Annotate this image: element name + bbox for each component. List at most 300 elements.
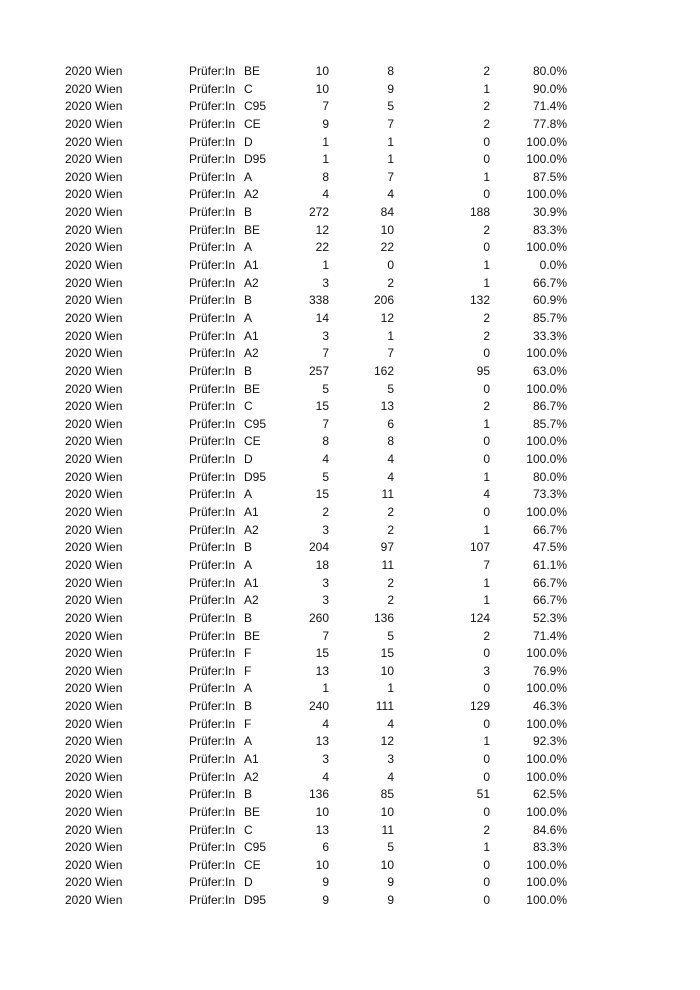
cell-pass-rate: 100.0%	[526, 857, 567, 872]
cell-license-class: A	[244, 487, 253, 502]
cell-pass-rate: 100.0%	[526, 505, 567, 520]
cell-fail-count: 2	[483, 64, 490, 78]
cell-fail-count: 0	[483, 434, 490, 449]
cell-license-class: B	[244, 699, 253, 714]
cell-examiner-role: Prüfer:In	[189, 222, 236, 237]
table-row	[0, 628, 700, 646]
cell-examiner-role: Prüfer:In	[189, 610, 236, 625]
cell-fail-count: 4	[483, 487, 490, 502]
cell-pass-rate: 80.0%	[532, 64, 567, 78]
cell-license-class: BE	[244, 804, 261, 819]
cell-pass-count: 4	[387, 716, 394, 731]
cell-fail-count: 2	[483, 328, 490, 343]
cell-license-class: B	[244, 205, 253, 220]
cell-pass-rate: 66.7%	[532, 522, 567, 537]
cell-pass-count: 5	[387, 840, 394, 855]
cell-year-location: 2020 Wien	[65, 681, 123, 696]
cell-pass-count: 84	[380, 205, 394, 220]
cell-fail-count: 132	[469, 293, 490, 308]
cell-examiner-role: Prüfer:In	[189, 381, 236, 396]
cell-total-count: 15	[315, 399, 329, 414]
cell-license-class: BE	[244, 222, 261, 237]
cell-pass-rate: 100.0%	[526, 875, 567, 890]
cell-examiner-role: Prüfer:In	[189, 857, 236, 872]
cell-fail-count: 0	[483, 452, 490, 467]
cell-license-class: C95	[244, 99, 267, 114]
cell-license-class: BE	[244, 628, 261, 643]
cell-fail-count: 0	[483, 505, 490, 520]
cell-examiner-role: Prüfer:In	[189, 310, 236, 325]
cell-year-location: 2020 Wien	[65, 99, 123, 114]
cell-year-location: 2020 Wien	[65, 822, 123, 837]
cell-year-location: 2020 Wien	[65, 116, 123, 131]
table-row	[0, 275, 700, 293]
cell-examiner-role: Prüfer:In	[189, 487, 236, 502]
cell-license-class: F	[244, 663, 252, 678]
cell-pass-count: 5	[387, 99, 394, 114]
cell-pass-rate: 60.9%	[532, 293, 567, 308]
cell-examiner-role: Prüfer:In	[189, 787, 236, 802]
table-row	[0, 186, 700, 204]
table-row	[0, 645, 700, 663]
cell-year-location: 2020 Wien	[65, 522, 123, 537]
cell-pass-count: 7	[387, 346, 394, 361]
cell-examiner-role: Prüfer:In	[189, 99, 236, 114]
table-row	[0, 698, 700, 716]
cell-pass-count: 2	[387, 575, 394, 590]
cell-fail-count: 7	[483, 557, 490, 572]
cell-total-count: 10	[315, 804, 329, 819]
cell-pass-rate: 87.5%	[532, 169, 567, 184]
cell-pass-rate: 46.3%	[532, 699, 567, 714]
cell-license-class: B	[244, 787, 253, 802]
cell-fail-count: 129	[469, 699, 490, 714]
cell-year-location: 2020 Wien	[65, 840, 123, 855]
cell-pass-rate: 100.0%	[526, 346, 567, 361]
cell-fail-count: 0	[483, 769, 490, 784]
cell-fail-count: 0	[483, 346, 490, 361]
cell-total-count: 4	[322, 187, 329, 202]
cell-pass-count: 11	[381, 822, 394, 837]
cell-pass-count: 10	[380, 804, 394, 819]
cell-pass-count: 85	[380, 787, 394, 802]
cell-pass-count: 12	[380, 310, 394, 325]
table-row	[0, 292, 700, 310]
data-table	[0, 63, 700, 910]
cell-examiner-role: Prüfer:In	[189, 452, 236, 467]
cell-fail-count: 1	[483, 275, 490, 290]
cell-pass-rate: 100.0%	[526, 751, 567, 766]
cell-license-class: A	[244, 681, 253, 696]
table-row	[0, 539, 700, 557]
cell-examiner-role: Prüfer:In	[189, 258, 236, 273]
cell-license-class: A2	[244, 187, 259, 202]
cell-fail-count: 1	[483, 416, 490, 431]
cell-pass-rate: 71.4%	[532, 628, 567, 643]
cell-total-count: 3	[322, 522, 329, 537]
cell-examiner-role: Prüfer:In	[189, 540, 236, 555]
cell-license-class: F	[244, 646, 252, 661]
cell-total-count: 204	[308, 540, 329, 555]
cell-examiner-role: Prüfer:In	[189, 363, 236, 378]
cell-pass-count: 22	[380, 240, 394, 255]
cell-year-location: 2020 Wien	[65, 751, 123, 766]
cell-examiner-role: Prüfer:In	[189, 240, 236, 255]
cell-fail-count: 2	[483, 116, 490, 131]
cell-examiner-role: Prüfer:In	[189, 875, 236, 890]
cell-fail-count: 95	[476, 363, 490, 378]
cell-license-class: D95	[244, 893, 267, 908]
cell-year-location: 2020 Wien	[65, 575, 123, 590]
cell-pass-count: 4	[387, 469, 394, 484]
cell-pass-count: 10	[380, 857, 394, 872]
cell-pass-count: 5	[387, 381, 394, 396]
cell-fail-count: 1	[483, 593, 490, 608]
cell-fail-count: 0	[483, 751, 490, 766]
table-row	[0, 575, 700, 593]
cell-year-location: 2020 Wien	[65, 310, 123, 325]
cell-pass-rate: 83.3%	[532, 222, 567, 237]
cell-pass-count: 11	[381, 487, 394, 502]
table-row	[0, 451, 700, 469]
cell-total-count: 5	[322, 469, 329, 484]
cell-pass-count: 162	[373, 363, 394, 378]
table-row	[0, 63, 700, 81]
cell-license-class: C95	[244, 416, 267, 431]
cell-total-count: 13	[315, 822, 329, 837]
cell-examiner-role: Prüfer:In	[189, 663, 236, 678]
cell-total-count: 10	[315, 64, 329, 78]
cell-pass-rate: 85.7%	[532, 310, 567, 325]
cell-year-location: 2020 Wien	[65, 381, 123, 396]
cell-examiner-role: Prüfer:In	[189, 628, 236, 643]
table-row	[0, 716, 700, 734]
table-row	[0, 892, 700, 910]
cell-pass-count: 4	[387, 187, 394, 202]
cell-year-location: 2020 Wien	[65, 875, 123, 890]
cell-examiner-role: Prüfer:In	[189, 328, 236, 343]
cell-examiner-role: Prüfer:In	[189, 81, 236, 96]
table-row	[0, 151, 700, 169]
cell-year-location: 2020 Wien	[65, 469, 123, 484]
cell-license-class: A2	[244, 769, 259, 784]
cell-examiner-role: Prüfer:In	[189, 716, 236, 731]
cell-total-count: 3	[322, 575, 329, 590]
cell-year-location: 2020 Wien	[65, 399, 123, 414]
table-row	[0, 751, 700, 769]
cell-license-class: B	[244, 540, 253, 555]
cell-year-location: 2020 Wien	[65, 857, 123, 872]
cell-total-count: 3	[322, 328, 329, 343]
cell-year-location: 2020 Wien	[65, 258, 123, 273]
cell-examiner-role: Prüfer:In	[189, 152, 236, 167]
cell-fail-count: 1	[483, 469, 490, 484]
cell-fail-count: 0	[483, 681, 490, 696]
cell-total-count: 18	[315, 557, 329, 572]
cell-license-class: CE	[244, 116, 261, 131]
cell-pass-rate: 66.7%	[532, 593, 567, 608]
cell-fail-count: 1	[483, 169, 490, 184]
cell-year-location: 2020 Wien	[65, 434, 123, 449]
cell-fail-count: 0	[483, 646, 490, 661]
cell-license-class: A2	[244, 522, 259, 537]
cell-total-count: 3	[322, 751, 329, 766]
cell-total-count: 12	[315, 222, 329, 237]
cell-pass-count: 5	[387, 628, 394, 643]
cell-fail-count: 1	[483, 522, 490, 537]
table-row	[0, 469, 700, 487]
cell-year-location: 2020 Wien	[65, 699, 123, 714]
cell-pass-count: 1	[387, 152, 394, 167]
cell-year-location: 2020 Wien	[65, 734, 123, 749]
cell-fail-count: 2	[483, 99, 490, 114]
cell-pass-rate: 33.3%	[532, 328, 567, 343]
cell-pass-count: 1	[387, 681, 394, 696]
cell-license-class: A1	[244, 575, 259, 590]
cell-year-location: 2020 Wien	[65, 416, 123, 431]
cell-pass-count: 8	[387, 64, 394, 78]
cell-examiner-role: Prüfer:In	[189, 522, 236, 537]
cell-license-class: BE	[244, 64, 261, 78]
cell-fail-count: 0	[483, 187, 490, 202]
cell-fail-count: 2	[483, 822, 490, 837]
table-row	[0, 416, 700, 434]
table-row	[0, 874, 700, 892]
cell-license-class: C	[244, 81, 253, 96]
cell-pass-rate: 62.5%	[532, 787, 567, 802]
cell-pass-rate: 85.7%	[532, 416, 567, 431]
cell-pass-rate: 66.7%	[532, 575, 567, 590]
table-row	[0, 204, 700, 222]
table-row	[0, 733, 700, 751]
cell-license-class: CE	[244, 434, 261, 449]
cell-pass-count: 13	[380, 399, 394, 414]
cell-license-class: F	[244, 716, 252, 731]
cell-pass-rate: 71.4%	[532, 99, 567, 114]
cell-pass-rate: 47.5%	[532, 540, 567, 555]
cell-license-class: A2	[244, 593, 259, 608]
cell-total-count: 7	[322, 628, 329, 643]
cell-fail-count: 2	[483, 399, 490, 414]
cell-pass-count: 1	[387, 134, 394, 149]
cell-pass-rate: 100.0%	[526, 187, 567, 202]
cell-total-count: 1	[322, 134, 329, 149]
cell-pass-rate: 66.7%	[532, 275, 567, 290]
cell-fail-count: 2	[483, 222, 490, 237]
table-row	[0, 557, 700, 575]
cell-total-count: 10	[315, 81, 329, 96]
table-row	[0, 857, 700, 875]
cell-pass-rate: 0.0%	[539, 258, 567, 273]
cell-year-location: 2020 Wien	[65, 222, 123, 237]
cell-fail-count: 2	[483, 628, 490, 643]
cell-license-class: C	[244, 822, 253, 837]
cell-total-count: 2	[322, 505, 329, 520]
cell-pass-count: 9	[387, 875, 394, 890]
cell-examiner-role: Prüfer:In	[189, 593, 236, 608]
cell-pass-rate: 76.9%	[532, 663, 567, 678]
table-row	[0, 592, 700, 610]
cell-license-class: D95	[244, 152, 267, 167]
cell-year-location: 2020 Wien	[65, 769, 123, 784]
cell-year-location: 2020 Wien	[65, 81, 123, 96]
table-row	[0, 398, 700, 416]
cell-examiner-role: Prüfer:In	[189, 416, 236, 431]
table-row	[0, 81, 700, 99]
cell-fail-count: 107	[469, 540, 490, 555]
cell-pass-count: 6	[387, 416, 394, 431]
cell-year-location: 2020 Wien	[65, 557, 123, 572]
cell-license-class: CE	[244, 857, 261, 872]
cell-pass-rate: 30.9%	[532, 205, 567, 220]
cell-pass-count: 7	[387, 116, 394, 131]
cell-year-location: 2020 Wien	[65, 505, 123, 520]
cell-pass-rate: 100.0%	[526, 240, 567, 255]
cell-examiner-role: Prüfer:In	[189, 681, 236, 696]
table-row	[0, 663, 700, 681]
cell-pass-count: 136	[373, 610, 394, 625]
cell-examiner-role: Prüfer:In	[189, 769, 236, 784]
cell-fail-count: 188	[469, 205, 490, 220]
cell-pass-rate: 100.0%	[526, 434, 567, 449]
cell-year-location: 2020 Wien	[65, 893, 123, 908]
table-row	[0, 504, 700, 522]
cell-pass-rate: 100.0%	[526, 893, 567, 908]
cell-pass-rate: 77.8%	[532, 116, 567, 131]
cell-examiner-role: Prüfer:In	[189, 116, 236, 131]
cell-license-class: BE	[244, 381, 261, 396]
cell-year-location: 2020 Wien	[65, 363, 123, 378]
cell-year-location: 2020 Wien	[65, 716, 123, 731]
table-row	[0, 769, 700, 787]
cell-pass-count: 9	[387, 81, 394, 96]
cell-examiner-role: Prüfer:In	[189, 804, 236, 819]
cell-pass-count: 2	[387, 505, 394, 520]
cell-pass-rate: 100.0%	[526, 134, 567, 149]
cell-total-count: 9	[322, 116, 329, 131]
cell-pass-count: 2	[387, 275, 394, 290]
cell-pass-rate: 84.6%	[532, 822, 567, 837]
table-row	[0, 169, 700, 187]
cell-pass-rate: 73.3%	[532, 487, 567, 502]
cell-year-location: 2020 Wien	[65, 205, 123, 220]
cell-year-location: 2020 Wien	[65, 628, 123, 643]
cell-pass-rate: 92.3%	[532, 734, 567, 749]
cell-total-count: 136	[308, 787, 329, 802]
cell-fail-count: 0	[483, 381, 490, 396]
cell-examiner-role: Prüfer:In	[189, 434, 236, 449]
cell-total-count: 5	[322, 381, 329, 396]
cell-license-class: A2	[244, 346, 259, 361]
cell-year-location: 2020 Wien	[65, 275, 123, 290]
cell-pass-count: 0	[387, 258, 394, 273]
cell-total-count: 4	[322, 716, 329, 731]
cell-fail-count: 1	[483, 840, 490, 855]
cell-pass-rate: 100.0%	[526, 716, 567, 731]
cell-pass-count: 15	[380, 646, 394, 661]
cell-fail-count: 1	[483, 258, 490, 273]
cell-year-location: 2020 Wien	[65, 804, 123, 819]
cell-pass-rate: 100.0%	[526, 646, 567, 661]
cell-license-class: A1	[244, 751, 259, 766]
cell-examiner-role: Prüfer:In	[189, 399, 236, 414]
cell-year-location: 2020 Wien	[65, 187, 123, 202]
cell-fail-count: 1	[483, 734, 490, 749]
table-row	[0, 433, 700, 451]
table-row	[0, 257, 700, 275]
cell-pass-count: 8	[387, 434, 394, 449]
cell-year-location: 2020 Wien	[65, 540, 123, 555]
cell-pass-count: 4	[387, 769, 394, 784]
cell-examiner-role: Prüfer:In	[189, 205, 236, 220]
table-row	[0, 98, 700, 116]
table-row	[0, 804, 700, 822]
cell-year-location: 2020 Wien	[65, 240, 123, 255]
cell-year-location: 2020 Wien	[65, 610, 123, 625]
cell-license-class: D	[244, 134, 253, 149]
cell-license-class: C95	[244, 840, 267, 855]
cell-pass-count: 2	[387, 593, 394, 608]
table-row	[0, 310, 700, 328]
cell-total-count: 7	[322, 416, 329, 431]
cell-license-class: B	[244, 610, 253, 625]
cell-examiner-role: Prüfer:In	[189, 505, 236, 520]
cell-pass-rate: 100.0%	[526, 381, 567, 396]
cell-total-count: 22	[315, 240, 329, 255]
cell-license-class: A2	[244, 275, 259, 290]
cell-examiner-role: Prüfer:In	[189, 734, 236, 749]
cell-total-count: 9	[322, 875, 329, 890]
cell-pass-rate: 61.1%	[532, 557, 567, 572]
table-row	[0, 610, 700, 628]
cell-total-count: 1	[322, 258, 329, 273]
cell-pass-count: 10	[380, 222, 394, 237]
cell-total-count: 240	[308, 699, 329, 714]
table-row	[0, 239, 700, 257]
table-row	[0, 134, 700, 152]
cell-total-count: 4	[322, 452, 329, 467]
cell-fail-count: 0	[483, 134, 490, 149]
cell-fail-count: 0	[483, 152, 490, 167]
cell-year-location: 2020 Wien	[65, 134, 123, 149]
table-row	[0, 381, 700, 399]
table-row	[0, 328, 700, 346]
cell-license-class: A	[244, 734, 253, 749]
cell-pass-rate: 86.7%	[532, 399, 567, 414]
cell-total-count: 257	[308, 363, 329, 378]
cell-pass-count: 206	[373, 293, 394, 308]
cell-pass-count: 3	[387, 751, 394, 766]
cell-fail-count: 0	[483, 857, 490, 872]
cell-examiner-role: Prüfer:In	[189, 557, 236, 572]
cell-fail-count: 0	[483, 716, 490, 731]
cell-pass-count: 97	[380, 540, 394, 555]
cell-examiner-role: Prüfer:In	[189, 293, 236, 308]
cell-total-count: 15	[315, 487, 329, 502]
cell-pass-rate: 63.0%	[532, 363, 567, 378]
table-row	[0, 486, 700, 504]
cell-pass-count: 12	[380, 734, 394, 749]
cell-fail-count: 51	[476, 787, 490, 802]
cell-year-location: 2020 Wien	[65, 293, 123, 308]
cell-examiner-role: Prüfer:In	[189, 822, 236, 837]
cell-total-count: 13	[315, 663, 329, 678]
cell-examiner-role: Prüfer:In	[189, 840, 236, 855]
cell-year-location: 2020 Wien	[65, 646, 123, 661]
cell-examiner-role: Prüfer:In	[189, 346, 236, 361]
cell-pass-count: 1	[387, 328, 394, 343]
cell-total-count: 14	[315, 310, 329, 325]
